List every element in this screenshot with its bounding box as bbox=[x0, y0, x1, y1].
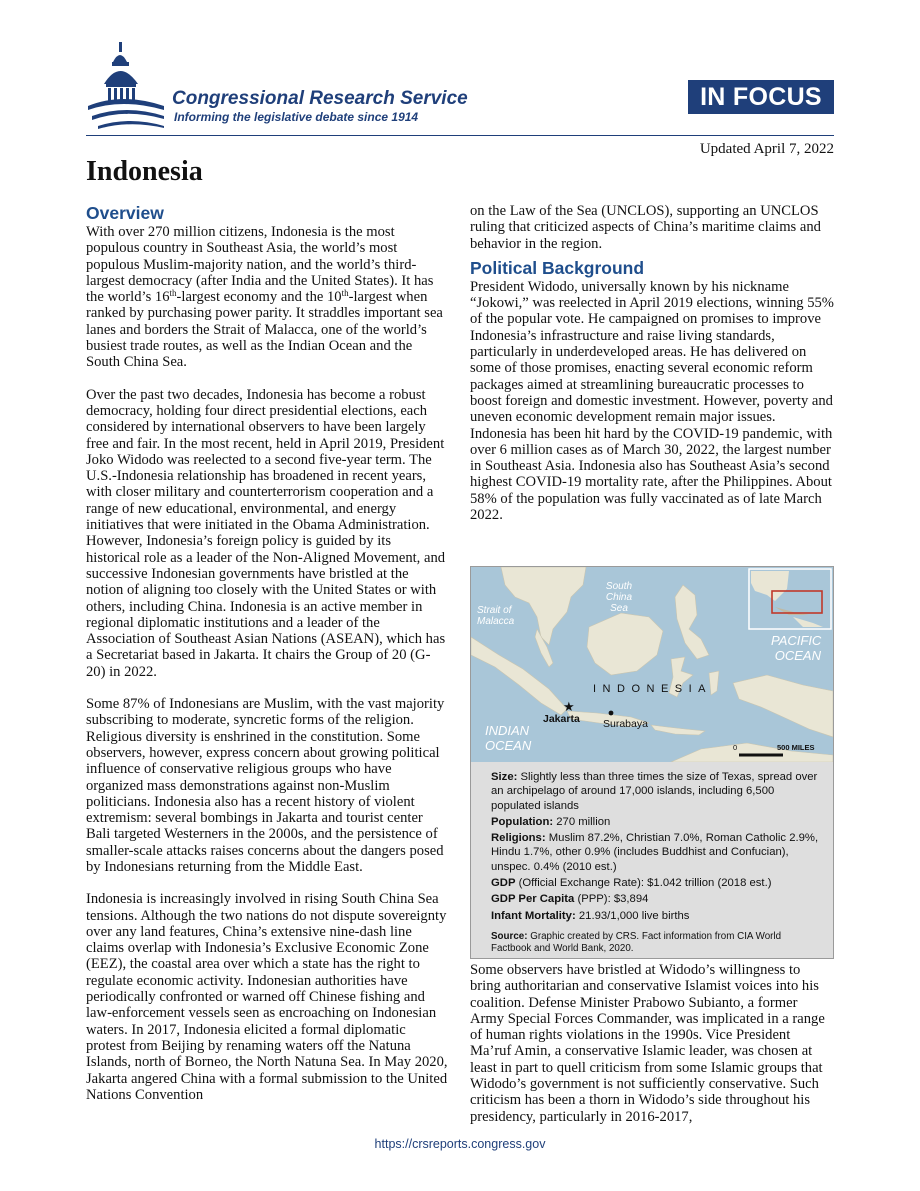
political-paragraph-1: President Widodo, universally known by his nickname “Jokowi,” was reelected in April 2019 elections, winning 55% of the popular vote. He campaigned on promises to improve Indonesia’s infrastructure and raise living standards, particularly in underdeveloped areas. He has delivered on some of those promises, enacting several economic reform packages aimed at streamlining bureaucratic processes to boost foreign and domestic investment. However, poverty and uneven economic development remain major issues. Indonesia has been hit hard by the COVID-19 pandemic, with over 6 million cases as of March 30, 2022, the largest number in Southeast Asia. Indonesia also has Southeast Asia’s second highest COVID-19 mortality rate, after the Philippines. About 58% of the population was fully vaccinated as of late March 2022. bbox=[470, 278, 834, 524]
political-heading: Political Background bbox=[470, 257, 645, 278]
fact-source: Source: Graphic created by CRS. Fact information from CIA World Factbook and World Bank, 2020. bbox=[491, 930, 782, 955]
document-header bbox=[86, 40, 834, 136]
label-pacific-ocean: PACIFIC OCEAN bbox=[771, 633, 822, 663]
political-paragraph-2: Some observers have bristled at Widodo’s willingness to bring authoritarian and conservative Islamist voices into his coalition. Defense Minister Prabowo Subianto, a former Army Special Forces Commander, was implicated in a range of human rights violations in the 1990s. Vice President Ma’ruf Amin, a conservative Islamic leader, was chosen at least in part to quell criticism from some Islamic groups that Widodo’s government is not sufficiently conservative. Such criticism has been a thorn in Widodo’s side throughout his presidency, particularly in 2016-2017, bbox=[470, 962, 825, 1125]
overview-paragraph-4: Indonesia is increasingly involved in rising South China Sea tensions. Although the two nations do not dispute sovereignty over any land features, China’s extensive nine-dash line claims overlap with Indonesia’s Exclusive Economic Zone (EEZ), the coastal area over which a state has the right to regulate economic activity. Indonesian authorities have periodically confronted or warned off Chinese fishing and law-enforcement vessels seen as encroaching on Indonesian waters. In 2017, Indonesia elicited a formal diplomatic protest from Beijing by renaming waters off the Natuna Islands, north of Borneo, the North Natuna Sea. In May 2020, Jakarta angered China with a formal submission to the United Nations Convention bbox=[86, 891, 448, 1103]
label-indian-ocean: INDIAN OCEAN bbox=[485, 723, 532, 753]
capitol-dome-icon bbox=[86, 40, 166, 130]
indonesia-map-figure bbox=[470, 566, 834, 959]
left-column bbox=[86, 203, 448, 1119]
overview-paragraph-3: Some 87% of Indonesians are Muslim, with the vast majority subscribing to moderate, syncretic forms of the religion. Religious diversity is enshrined in the constitution. Some observers, however, express concern about growing political influence of conservative religious groups who have organized mass demonstrations against non-Muslim politicians. Indonesia also has a recent history of violent extremism: several bombings in Jakarta and tourist center Bali targeted Westerners in the 2000s, and the persistence of smaller-scale attacks raises concerns about the dangers posed by Indonesians returning from the Middle East. bbox=[86, 696, 445, 875]
label-jakarta: Jakarta bbox=[543, 713, 580, 725]
page-title: Indonesia bbox=[86, 156, 203, 187]
scale-max: 500 MILES bbox=[777, 743, 815, 752]
in-focus-badge: IN FOCUS bbox=[688, 80, 834, 114]
overview-paragraph-4-continued: on the Law of the Sea (UNCLOS), supporting an UNCLOS ruling that criticized aspects of China’s maritime claims and behavior in the region. bbox=[470, 203, 821, 252]
label-surabaya: Surabaya bbox=[603, 718, 648, 730]
fact-population: Population: 270 million bbox=[491, 815, 611, 828]
right-column-lower bbox=[470, 962, 834, 1141]
surabaya-dot bbox=[609, 711, 614, 716]
org-tagline: Informing the legislative debate since 1914 bbox=[174, 110, 419, 124]
overview-paragraph-2: Over the past two decades, Indonesia has become a robust democracy, holding four direct presidential elections, each considered by international observers to have been largely free and fair. In the most recent, held in April 2019, President Joko Widodo was reelected to a second five-year term. The U.S.-Indonesia relationship has broadened in recent years, with closer military and counterterrorism cooperation and a range of new educational, environmental, and energy initiatives that were initiated in the Obama Administration. However, Indonesia’s foreign policy is guided by its historical role as a leader of the Non-Aligned Movement, and successive Indonesian governments have bristled at the notion of aligning too closely with the United States or with others, including China. Indonesia is an active member in regional diplomatic institutions and a leader of the Association of Southeast Asian Nations (ASEAN), which has a Secretariat based in Jakarta. It chairs the Group of 20 (G-20) in 2022. bbox=[86, 386, 446, 680]
footer-url[interactable]: https://crsreports.congress.gov bbox=[374, 1137, 546, 1151]
updated-date: Updated April 7, 2022 bbox=[699, 141, 834, 157]
scale-zero: 0 bbox=[733, 743, 738, 752]
fact-gdp-per-capita: GDP Per Capita (PPP): $3,894 bbox=[491, 893, 649, 906]
fact-size: Size: Slightly less than three times the size of Texas, spread over an archipelago of around 17,000 islands, including 6,500 populated islands bbox=[491, 771, 818, 812]
org-name: Congressional Research Service bbox=[172, 88, 468, 109]
capital-star-icon: ★ bbox=[563, 700, 575, 715]
fact-infant-mortality: Infant Mortality: 21.93/1,000 live births bbox=[491, 909, 690, 922]
fact-gdp: GDP (Official Exchange Rate): $1.042 trillion (2018 est.) bbox=[491, 877, 772, 890]
fact-box bbox=[471, 762, 833, 958]
label-south-china-sea: South China Sea bbox=[605, 581, 633, 614]
fact-religions: Religions: Muslim 87.2%, Christian 7.0%, Roman Catholic 2.9%, Hindu 1.7%, other 0.9% (includes Buddhist and Confucian), unspec. 0.4% (2010 est.) bbox=[491, 832, 819, 873]
label-strait-of-malacca: Strait of Malacca bbox=[477, 605, 515, 627]
overview-paragraph-1: With over 270 million citizens, Indonesia is the most populous country in Southeast Asia, the world’s most populous Muslim-majority nation, and the world’s third-largest democracy (after India and the United States). It has the world’s 16th-largest economy and the 10th-largest when ranked by purchasing power parity. It straddles important sea lanes and borders the Strait of Malacca, one of the world’s busiest trade routes, as well as the Indian Ocean and the South China Sea. bbox=[86, 224, 443, 371]
label-country: INDONESIA bbox=[593, 683, 713, 695]
header-rule bbox=[86, 135, 834, 136]
right-column bbox=[470, 203, 834, 539]
overview-heading: Overview bbox=[86, 203, 164, 223]
indonesia-map bbox=[471, 567, 833, 762]
